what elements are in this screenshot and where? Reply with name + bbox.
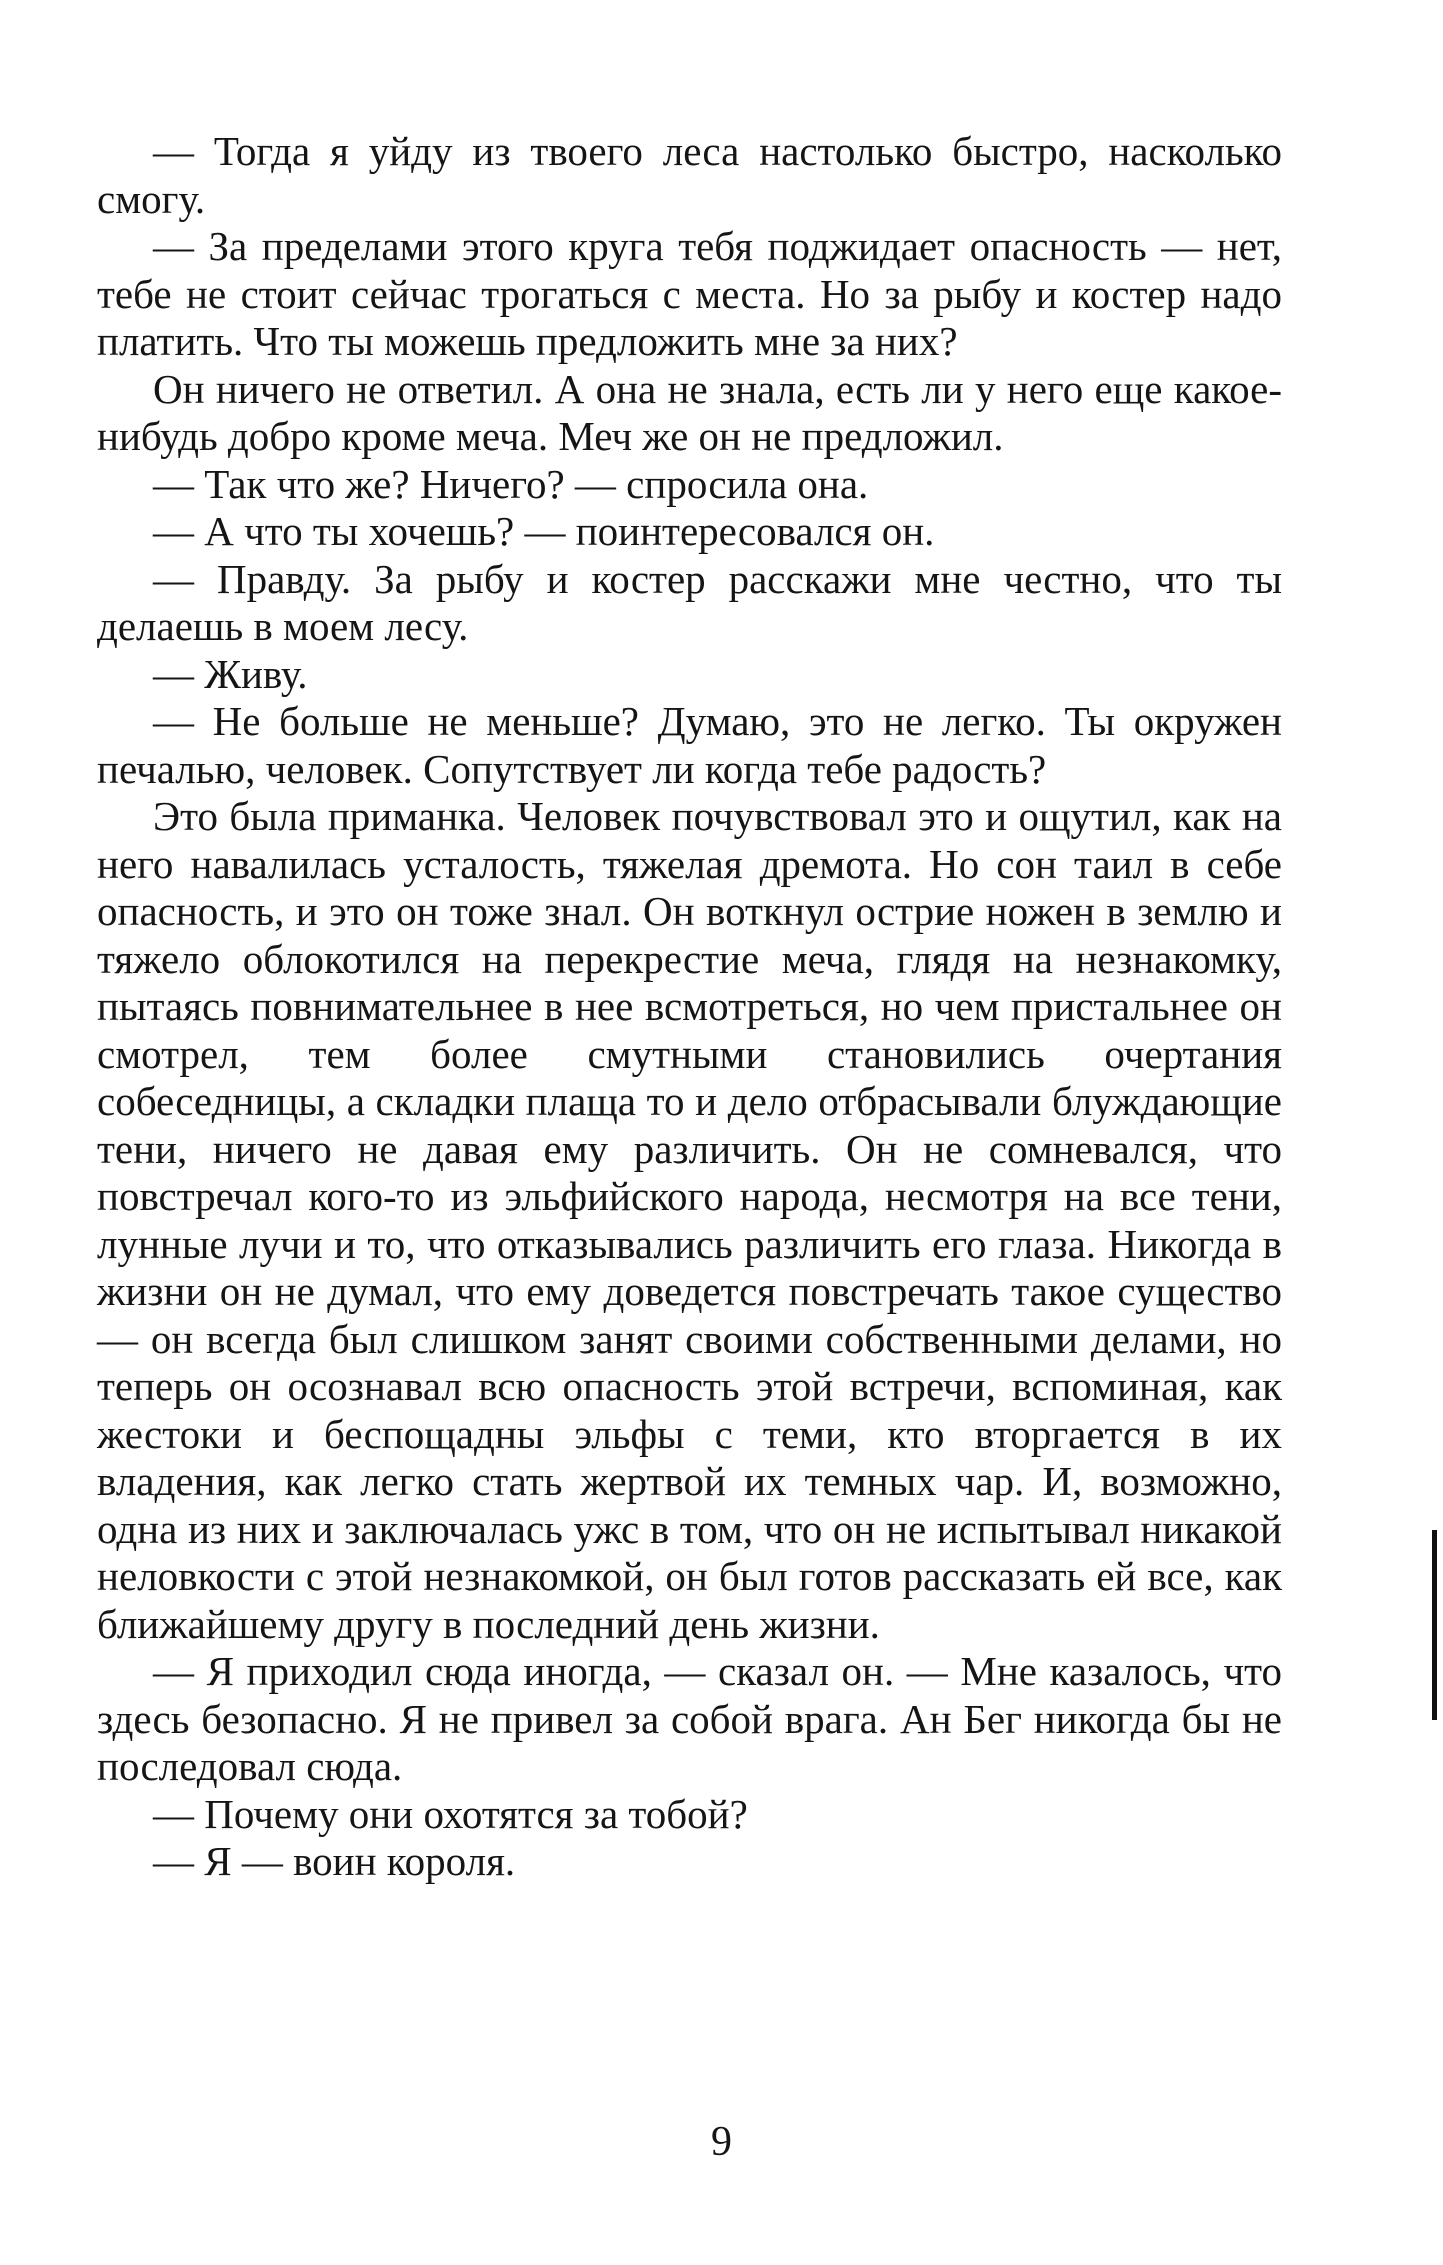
paragraph: — Правду. За рыбу и костер расскажи мне честно, что ты делаешь в моем лесу. — [97, 555, 1282, 649]
body-text — [97, 128, 1282, 1886]
paragraph: Это была приманка. Человек почувствовал это и ощутил, как на него навалилась усталость, тяжелая дремота. Но сон таил в себе опасность, и это он тоже знал. Он воткнул острие ножен в землю и тяжело облокотился на перекрестие меча, глядя на незнакомку, пытаясь повнимательнее в нее всмотреться, но чем пристальнее он смотрел, тем более смутными становились очертания собеседницы, а складки плаща то и дело отбрасывали блуждающие тени, ничего не давая ему различить. Он не сомневался, что повстречал кого-то из эльфийского народа, несмотря на все тени, лунные лучи и то, что отказывались различить его глаза. Никогда в жизни он не думал, что ему доведется повстречать такое существо — он всегда был слишком занят своими собственными делами, но теперь он осознавал всю опасность этой встречи, вспоминая, как жестоки и беспощадны эльфы с теми, кто вторгается в их владения, как легко стать жертвой их темных чар. И, возможно, одна из них и заключалась ужс в том, что он не испытывал никакой неловкости с этой незнакомкой, он был готов рассказать ей все, как ближайшему другу в последний день жизни. — [97, 793, 1282, 1647]
scan-edge-mark — [1432, 1530, 1437, 1720]
paragraph: — Я приходил сюда иногда, — сказал он. — Мне казалось, что здесь безопасно. Я не привел за собой врага. Ан Бег никогда бы не последовал сюда. — [97, 1648, 1282, 1789]
paragraph: — Не больше не меньше? Думаю, это не легко. Ты окружен печалью, человек. Сопутствует ли когда тебе радость? — [97, 698, 1282, 792]
paragraph: Он ничего не ответил. А она не знала, есть ли у него еще какое-нибудь добро кроме меча. Меч же он не предложил. — [97, 365, 1282, 459]
page-number: 9 — [711, 2119, 732, 2165]
paragraph: — Почему они охотятся за тобой? — [153, 1790, 748, 1837]
paragraph: — Я — воин короля. — [153, 1838, 516, 1884]
paragraph: — А что ты хочешь? — поинтересовался он. — [153, 508, 935, 554]
paragraph: — Живу. — [153, 650, 308, 697]
paragraph: — За пределами этого круга тебя поджидает опасность — нет, тебе не стоит сейчас трогаться с места. Но за рыбу и костер надо платить. Что ты можешь предложить мне за них? — [97, 223, 1282, 364]
paragraph: — Так что же? Ничего? — спросила она. — [153, 460, 869, 507]
paragraph: — Тогда я уйду из твоего леса настолько быстро, насколько смогу. — [97, 128, 1282, 222]
